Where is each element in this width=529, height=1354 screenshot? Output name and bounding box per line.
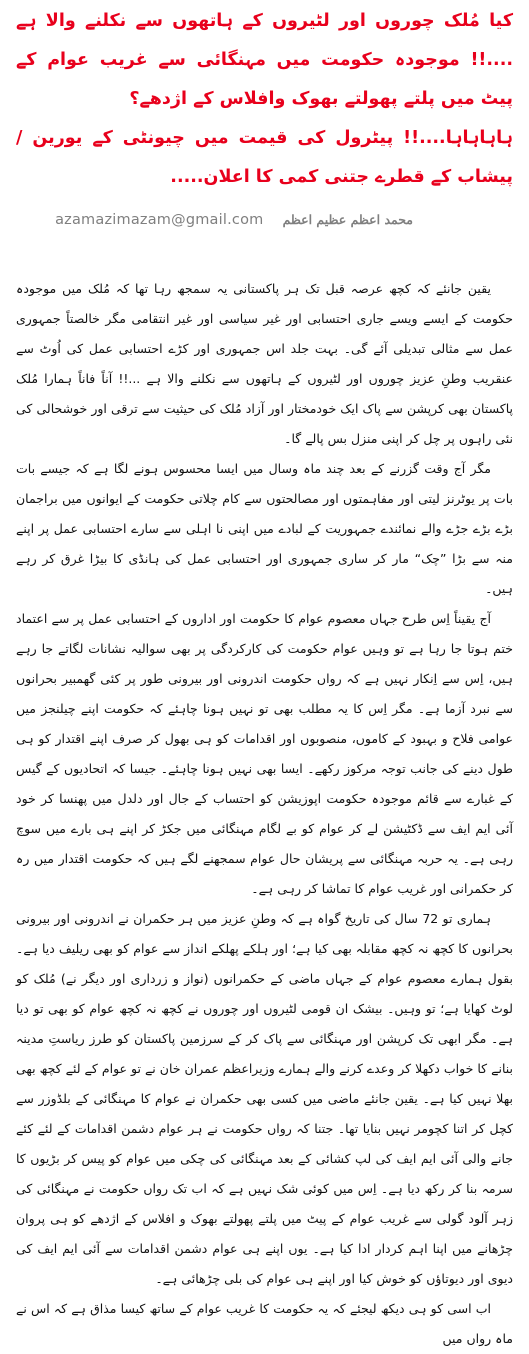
article-paragraph: یقین جانئے کہ کچھ عرصہ قبل تک ہر پاکستانی یہ سمجھ رہا تھا کہ مُلک میں موجودہ حکومت کے ایسے ویسے جاری احتسابی اور غیر سیاسی اور غیر انتقامی مگر خالصتاً جمہوری عمل سے مثالی تبدیلی آئے گی۔ بہت جلد اس جمہوری اور کڑے احتسابی عمل کی اُوٹ سے عنقریب وطنِ عزیز چوروں اور لٹیروں کے ہاتھوں سے نکلنے والا ہے ...!! آناً فاناً ہمارا مُلک پاکستان بھی کرپشن سے پاک ایک خودمختار اور آزاد مُلک کی حیثیت سے ترقی اور خوشحالی کی نئی راہوں پر چل کر اپنی منزل بس پالے گا۔ <box>16 281 513 446</box>
article-paragraph: اب اسی کو ہی دیکھ لیجئے کہ یہ حکومت کا غریب عوام کے ساتھ کیسا مذاق ہے کہ اس نے ماہ رواں میں <box>16 1301 513 1346</box>
author-name: محمد اعظم عظیم اعظم <box>282 212 413 227</box>
article-subheadline: ہاہاہاہا....!! پیٹرول کی قیمت میں چیونٹی کے یورین / پیشاب کے قطرے جتنی کمی کا اعلان..... <box>16 128 513 187</box>
article-paragraph: مگر آج وقت گزرنے کے بعد چند ماہ وسال میں ایسا محسوس ہونے لگا ہے کہ جیسے بات بات پر یوٹرنز لیتی اور مفاہمتوں اور مصالحتوں سے کام چلاتی حکومت کے ایوانوں میں براجمان بڑے بڑے جڑے والے نمائندے جمہوریت کے لبادے میں اپنی نا اہلی سے سارے احتسابی عمل پر اپنے منہ سے بڑا ”چک“ مار کر ساری جمہوری اور احتسابی عمل کی ہانڈی کا بیڑا غرق کر رہے ہیں۔ <box>16 461 513 596</box>
article-headline: کیا مُلک چوروں اور لٹیروں کے ہاتھوں سے نکلنے والا ہے ....!! موجودہ حکومت میں مہنگائی سے غریب عوام کے پیٹ میں پلتے پھولتے بھوک وافلاس کے اژدھے؟ <box>16 11 513 109</box>
article-paragraph: ہماری تو 72 سال کی تاریخ گواہ ہے کہ وطنِ عزیز میں ہر حکمران نے اندرونی اور بیرونی بحرانوں کا کچھ نہ کچھ مقابلہ بھی کیا ہے؛ اور ہلکے پھلکے انداز سے عوام کو بھی ریلیف دیا ہے۔ بقول ہمارے معصوم عوام کے جہاں ماضی کے حکمرانوں (نواز و زرداری اور دیگر نے) مُلک کو لوٹ کھایا ہے؛ تو وہیں۔ بیشک ان قومی لٹیروں اور چوروں نے کچھ نہ کچھ عوام کو بھی تو دیا ہے۔ مگر ابھی تک کرپشن اور مہنگائی سے پاک کر کے سرزمین پاکستان کو طرز ریاستِ مدینہ بنانے کا خواب دکھلا کر وعدے کرنے والے ہمارے وزیراعظم عمران خان نے تو عوام کے لئے کچھ بھی بھلا نہیں کیا ہے۔ یقین جانئے ماضی میں کسی بھی حکمران نے عوام کا مہنگائی کے بلڈوزر سے کچل کر اتنا کچومر نہیں بنایا تھا۔ جتنا کہ رواں حکومت نے ہر عوام دشمن اقدامات کے لئے کئے جانے والی آئی ایم ایف کی لپ کشائی کے بعد مہنگائی کی چکی میں عوام کو پیس کر بڑیوں کا سرمہ بنا کر رکھ دیا ہے۔ اِس میں کوئی شک نہیں ہے کہ اب تک رواں حکومت نے مہنگائی کی زہر آلود گولی سے غریب عوام کے پیٹ میں پلتے پھولتے بھوک و افلاس کے اژدھے کو ہی پروان چڑھانے میں اپنا اہم کردار ادا کیا ہے۔ یوں اپنے ہی عوام دشمن اقدامات سے آئی ایم ایف کی دیوی اور دیوتاؤں کو خوش کیا اور اپنے ہی عوام کی بلی چڑھائی ہے۔ <box>16 911 513 1286</box>
article-paragraph: آج یقیناً اِس طرح جہاں معصوم عوام کا حکومت اور اداروں کے احتسابی عمل پر سے اعتماد ختم ہوتا جا رہا ہے تو وہیں عوام حکومت کی کارکردگی پر بھی سوالیہ نشانات لگاتے جا رہے ہیں، اِس سے اِنکار نہیں ہے کہ رواں حکومت اندرونی اور بیرونی طور پر کئی گھمبیر بحرانوں سے نبرد آزما ہے۔ مگر اِس کا یہ مطلب بھی تو نہیں ہونا چاہئے کہ حکومت اپنے چیلنجز میں عوامی فلاح و بہبود کے کاموں، منصوبوں اور اقدامات کو ہی بھول کر صرف اپنے اقتدار کو ہی طول دینے کی جانب توجہ مرکوز رکھے۔ ایسا بھی نہیں ہونا چاہئے۔ جیسا کہ اتحادیوں کے گیس کے غبارے سے قائم موجودہ حکومت اپوزیشن کو احتساب کے جال اور دلدل میں پھنسا کر خود آئی ایم ایف سے ڈکٹیشن لے کر عوام کو بے لگام مہنگائی میں جکڑ کر اپنے ہی بارے میں سوچ رہی ہے۔ یہ حربہ مہنگائی سے پریشان حال عوام سمجھنے لگے ہیں کہ حکومت اقتدار میں رہ کر حکمرانی اور غریب عوام کا تماشا کر رہی ہے۔ <box>16 611 513 896</box>
article-body <box>16 274 513 1354</box>
author-email: azamazimazam@gmail.com <box>55 212 264 228</box>
byline <box>16 207 513 231</box>
